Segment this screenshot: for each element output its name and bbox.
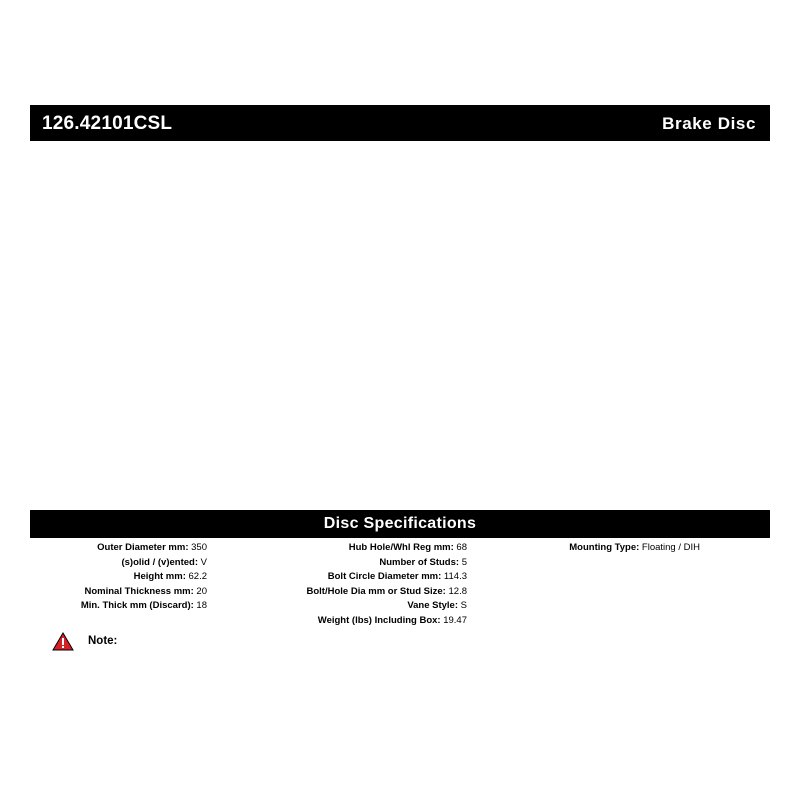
spec-title-bar xyxy=(30,510,770,538)
spec-value: Floating / DIH xyxy=(641,542,700,553)
spec-row xyxy=(475,541,700,556)
spec-value: V xyxy=(200,556,207,568)
warning-triangle-icon xyxy=(52,632,74,651)
spec-value: 62.2 xyxy=(188,571,207,582)
product-image-area xyxy=(30,145,770,505)
spec-row xyxy=(215,541,467,556)
header-bar xyxy=(30,105,770,141)
spec-label: Height mm: xyxy=(133,571,186,582)
spec-row xyxy=(215,556,467,571)
spec-value: S xyxy=(460,600,467,611)
spec-label: Min. Thick mm (Discard): xyxy=(80,600,194,611)
spec-row xyxy=(30,541,207,556)
spec-label: Bolt Circle Diameter mm: xyxy=(327,571,442,582)
spec-column-2 xyxy=(215,541,475,628)
spec-label: Nominal Thickness mm: xyxy=(84,585,194,597)
spec-column-3 xyxy=(475,541,770,556)
note-label: Note: xyxy=(88,634,118,647)
spec-value: 5 xyxy=(461,556,467,568)
spec-label: Weight (lbs) Including Box: xyxy=(317,614,441,626)
spec-value: 114.3 xyxy=(443,571,467,582)
spec-row xyxy=(215,614,467,629)
spec-value: 19.47 xyxy=(443,614,467,626)
spec-columns xyxy=(30,541,770,628)
spec-row xyxy=(215,570,467,585)
spec-row xyxy=(30,570,207,585)
spec-value: 18 xyxy=(196,600,207,611)
spec-label: Hub Hole/Whl Reg mm: xyxy=(348,542,454,553)
spec-label: Vane Style: xyxy=(407,600,459,611)
spec-label: Mounting Type: xyxy=(569,542,640,553)
spec-label: Bolt/Hole Dia mm or Stud Size: xyxy=(306,585,446,597)
spec-label: Number of Studs: xyxy=(379,556,460,568)
spec-value: 68 xyxy=(456,542,467,553)
spec-title: Disc Specifications xyxy=(323,515,477,532)
part-number: 126.42101CSL xyxy=(42,112,173,134)
spec-label: (s)olid / (v)ented: xyxy=(121,556,199,568)
spec-column-1 xyxy=(30,541,215,614)
spec-row xyxy=(30,556,207,571)
note-row xyxy=(52,632,117,651)
spec-label: Outer Diameter mm: xyxy=(97,542,189,553)
product-type: Brake Disc xyxy=(662,113,756,133)
spec-value: 350 xyxy=(191,542,207,553)
spec-row xyxy=(215,599,467,614)
spec-row xyxy=(30,599,207,614)
spec-row xyxy=(215,585,467,600)
spec-value: 20 xyxy=(196,585,207,597)
spec-row xyxy=(30,585,207,600)
spec-value: 12.8 xyxy=(448,585,467,597)
